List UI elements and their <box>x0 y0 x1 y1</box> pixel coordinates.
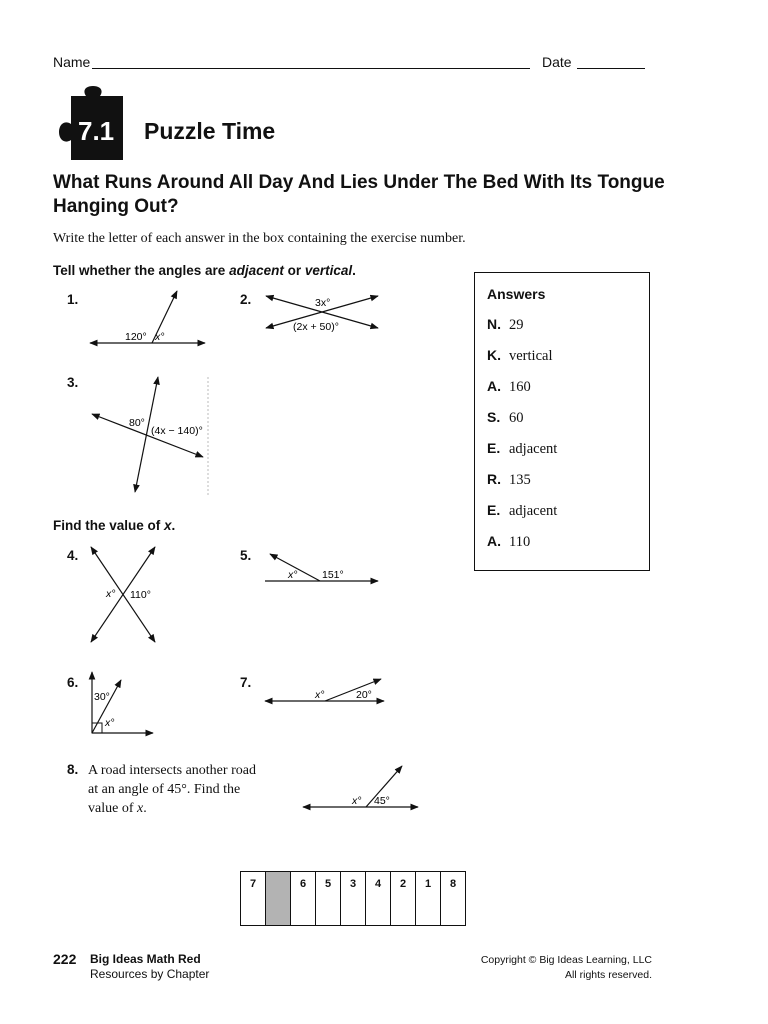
exercise-1-diagram <box>85 285 215 350</box>
answer-value: 110 <box>509 534 531 550</box>
copyright-line1: Copyright © Big Ideas Learning, LLC <box>480 954 652 966</box>
name-label: Name <box>53 54 91 70</box>
exercise-3-number: 3. <box>67 375 79 390</box>
answer-letter: E. <box>487 440 501 456</box>
exercise-2-diagram <box>260 290 385 338</box>
exercise-1-number: 1. <box>67 292 79 307</box>
answer-value: 60 <box>509 410 524 426</box>
answer-grid <box>240 871 466 926</box>
answer-letter: A. <box>487 378 501 394</box>
answer-value: 135 <box>509 472 531 488</box>
section1-term1: adjacent <box>229 263 284 278</box>
word-problem-line3-suffix: . <box>143 801 147 816</box>
answer-letter: E. <box>487 502 501 518</box>
exercise-1-label-b: x° <box>155 331 165 343</box>
page-title: Puzzle Time <box>144 118 276 144</box>
answer-cell-5[interactable]: 5 <box>316 872 341 926</box>
exercise-4-label-a: x° <box>106 588 116 600</box>
exercise-6-diagram <box>85 668 160 740</box>
lesson-number: 7.1 <box>78 116 115 146</box>
section1-prefix: Tell whether the angles are <box>53 263 230 278</box>
answer-value: vertical <box>509 348 553 364</box>
section1-mid: or <box>283 263 305 278</box>
answer-item <box>487 347 552 365</box>
answer-value: adjacent <box>509 441 558 457</box>
answer-value: adjacent <box>509 503 558 519</box>
exercise-5-label-a: x° <box>288 569 298 581</box>
exercise-7-number: 7. <box>240 675 252 690</box>
exercise-3-label-a: 80° <box>129 417 145 429</box>
answer-value: 29 <box>509 317 524 333</box>
exercise-7-diagram <box>260 672 390 708</box>
exercise-7-label-b: 20° <box>356 689 372 701</box>
answer-item <box>487 409 524 427</box>
exercise-7-label-a: x° <box>315 689 325 701</box>
answers-title: Answers <box>487 286 546 302</box>
section2-var: x <box>164 518 172 533</box>
section2-prefix: Find the value of <box>53 518 165 533</box>
answer-letter: S. <box>487 409 501 425</box>
word-problem-line1: A road intersects another road <box>88 763 256 778</box>
answer-item <box>487 471 531 489</box>
instructions: Write the letter of each answer in the box containing the exercise number. <box>53 231 466 246</box>
exercise-8-word-problem <box>88 761 288 818</box>
exercise-4-label-b: 110° <box>130 589 151 601</box>
page-number: 222 <box>53 951 77 967</box>
riddle-heading: What Runs Around All Day And Lies Under The Bed With Its Tongue Hanging Out? <box>53 172 665 217</box>
copyright-line2: All rights reserved. <box>565 969 652 981</box>
exercise-8-label-a: x° <box>352 795 362 807</box>
answer-letter: R. <box>487 471 501 487</box>
word-problem-line3-var: x <box>136 801 144 816</box>
answer-value: 160 <box>509 379 531 395</box>
section1-term2: vertical <box>304 263 353 278</box>
exercise-3-diagram <box>85 372 215 497</box>
answer-item <box>487 378 531 396</box>
answer-item <box>487 502 557 520</box>
book-subtitle: Resources by Chapter <box>90 967 210 981</box>
exercise-5-label-b: 151° <box>322 569 344 581</box>
exercise-8-label-b: 45° <box>374 795 390 807</box>
answer-cell-4[interactable]: 4 <box>366 872 391 926</box>
answer-cell-7[interactable]: 7 <box>241 872 266 926</box>
answer-cell-1[interactable]: 1 <box>416 872 441 926</box>
word-problem-line2: at an angle of 45°. Find the <box>88 782 241 797</box>
answer-cell-8[interactable]: 8 <box>441 872 466 926</box>
exercise-3-label-b: (4x − 140)° <box>151 425 203 437</box>
section1-suffix: . <box>352 263 356 278</box>
exercise-4-diagram <box>85 542 165 647</box>
answer-item <box>487 316 524 334</box>
date-label: Date <box>542 54 572 70</box>
answer-cell-2[interactable]: 2 <box>391 872 416 926</box>
answer-cell-blank <box>266 872 291 926</box>
word-problem-line3 <box>88 799 288 818</box>
answer-cell-3[interactable]: 3 <box>341 872 366 926</box>
exercise-2-label-a: 3x° <box>315 297 331 309</box>
answer-cell-6[interactable]: 6 <box>291 872 316 926</box>
section-heading-angle-type <box>53 263 356 278</box>
date-field-line[interactable] <box>577 68 645 69</box>
exercise-5-number: 5. <box>240 548 252 563</box>
exercise-6-number: 6. <box>67 675 79 690</box>
book-title: Big Ideas Math Red <box>90 952 201 966</box>
exercise-6-label-a: 30° <box>94 691 110 703</box>
exercise-1-label-a: 120° <box>125 331 147 343</box>
word-problem-line3-prefix: value of <box>88 801 137 816</box>
answer-item <box>487 440 557 458</box>
exercise-4-number: 4. <box>67 548 79 563</box>
name-field-line[interactable] <box>92 68 530 69</box>
exercise-8-diagram <box>298 762 423 814</box>
answer-letter: K. <box>487 347 501 363</box>
exercise-2-number: 2. <box>240 292 252 307</box>
exercise-2-label-b: (2x + 50)° <box>293 321 339 333</box>
exercise-6-label-b: x° <box>105 717 115 729</box>
answer-letter: N. <box>487 316 501 332</box>
answer-letter: A. <box>487 533 501 549</box>
answer-item <box>487 533 530 551</box>
exercise-5-diagram <box>260 548 385 590</box>
section-heading-find-x <box>53 518 175 533</box>
exercise-8-number: 8. <box>67 762 79 777</box>
section2-suffix: . <box>171 518 176 533</box>
copyright <box>450 953 652 983</box>
